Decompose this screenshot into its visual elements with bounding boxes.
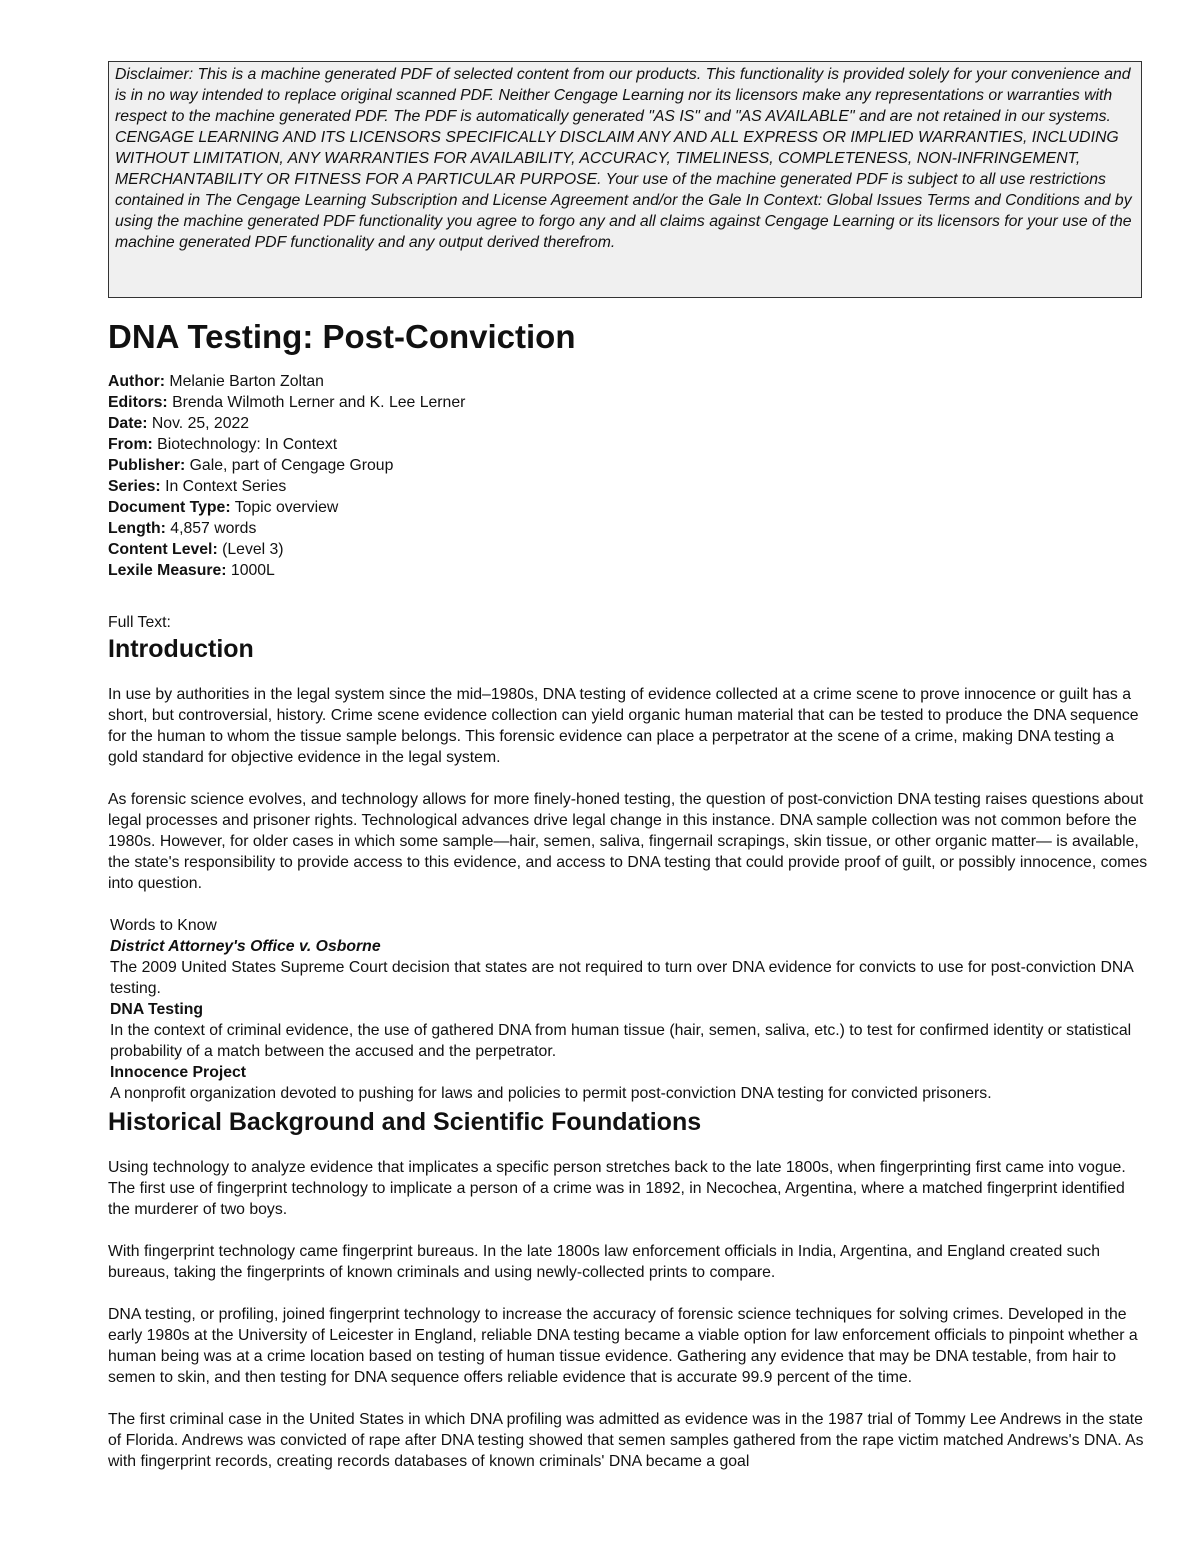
meta-series: Series: In Context Series [108, 478, 287, 495]
paragraph: Using technology to analyze evidence that implicates a specific person stretches back to the late 1800s, when fingerprinting first came into vogue. The first use of fingerprint technology to implicate a person of a crime was in 1892, in Necochea, Argentina, where a matched fingerprint identified the murderer of two boys. [108, 1159, 1126, 1218]
meta-editors: Editors: Brenda Wilmoth Lerner and K. Lee Lerner [108, 394, 466, 411]
metadata-block [108, 371, 1148, 581]
section-heading-introduction: Introduction [108, 635, 254, 663]
meta-content-level: Content Level: (Level 3) [108, 541, 284, 558]
meta-from: From: Biotechnology: In Context [108, 436, 338, 453]
meta-publisher: Publisher: Gale, part of Cengage Group [108, 457, 394, 474]
term-definition: In the context of criminal evidence, the use of gathered DNA from human tissue (hair, semen, saliva, etc.) to test for confirmed identity or statistical probability of a match between the accused and the perpetrator. [110, 1022, 1132, 1060]
paragraph: DNA testing, or profiling, joined fingerprint technology to increase the accuracy of forensic science techniques for solving crimes. Developed in the early 1980s at the University of Leicester in England, reliable DNA testing became a viable option for law enforcement officials to pinpoint whether a human being was at a crime location based on testing of human tissue evidence. Gathering any evidence that may be DNA testable, from hair to semen to skin, and then testing for DNA sequence offers reliable evidence that is accurate 99.9 percent of the time. [108, 1306, 1138, 1386]
words-to-know-heading: Words to Know [110, 917, 217, 934]
disclaimer-text: Disclaimer: This is a machine generated PDF of selected content from our products. This functionality is provided solely for your convenience and is in no way intended to replace original scanned PDF. Neither Cengage Learning nor its licensors make any representations or warranties with respect to the machine generated PDF. The PDF is automatically generated "AS IS" and "AS AVAILABLE" and are not retained in our systems. CENGAGE LEARNING AND ITS LICENSORS SPECIFICALLY DISCLAIM ANY AND ALL EXPRESS OR IMPLIED WARRANTIES, INCLUDING WITHOUT LIMITATION, ANY WARRANTIES FOR AVAILABILITY, ACCURACY, TIMELINESS, COMPLETENESS, NON-INFRINGEMENT, MERCHANTABILITY OR FITNESS FOR A PARTICULAR PURPOSE. Your use of the machine generated PDF is subject to all use restrictions contained in The Cengage Learning Subscription and License Agreement and/or the Gale In Context: Global Issues Terms and Conditions and by using the machine generated PDF functionality you agree to forgo any and all claims against Cengage Learning or its licensors for your use of the machine generated PDF functionality and any output derived therefrom. [115, 66, 1132, 251]
term: Innocence Project [110, 1064, 247, 1081]
term: District Attorney's Office v. Osborne [110, 938, 381, 955]
full-text-label: Full Text: [108, 614, 171, 631]
term-definition: The 2009 United States Supreme Court decision that states are not required to turn over DNA evidence for convicts to use for post-conviction DNA testing. [110, 959, 1133, 997]
paragraph: In use by authorities in the legal system since the mid–1980s, DNA testing of evidence collected at a crime scene to prove innocence or guilt has a short, but controversial, history. Crime scene evidence collection can yield organic human material that can be tested to produce the DNA sequence for the human to whom the tissue sample belongs. This forensic evidence can place a perpetrator at the scene of a crime, making DNA testing a gold standard for objective evidence in the legal system. [108, 686, 1139, 766]
term-definition: A nonprofit organization devoted to pushing for laws and policies to permit post-conviction DNA testing for convicted prisoners. [110, 1085, 992, 1102]
meta-length: Length: 4,857 words [108, 520, 257, 537]
paragraph: The first criminal case in the United States in which DNA profiling was admitted as evidence was in the 1987 trial of Tommy Lee Andrews in the state of Florida. Andrews was convicted of rape after DNA testing showed that semen samples gathered from the rape victim matched Andrews's DNA. As with fingerprint records, creating records databases of known criminals' DNA became a goal [108, 1411, 1144, 1470]
words-to-know-box [108, 915, 1148, 1104]
disclaimer-box [108, 61, 1142, 298]
term: DNA Testing [110, 1001, 204, 1018]
document-title: DNA Testing: Post-Conviction [108, 318, 576, 355]
meta-document-type: Document Type: Topic overview [108, 499, 339, 516]
section-heading-historical-background: Historical Background and Scientific Foundations [108, 1108, 702, 1136]
paragraph: With fingerprint technology came fingerprint bureaus. In the late 1800s law enforcement officials in India, Argentina, and England created such bureaus, taking the fingerprints of known criminals and using newly-collected prints to compare. [108, 1243, 1100, 1281]
document-page [108, 61, 1148, 1472]
paragraph: As forensic science evolves, and technology allows for more finely-honed testing, the question of post-conviction DNA testing raises questions about legal processes and prisoner rights. Technological advances drive legal change in this instance. DNA sample collection was not common before the 1980s. However, for older cases in which some sample—hair, semen, saliva, fingernail scrapings, skin tissue, or other organic matter— is available, the state's responsibility to provide access to this evidence, and access to DNA testing that could provide proof of guilt, or possibly innocence, comes into question. [108, 791, 1148, 892]
meta-date: Date: Nov. 25, 2022 [108, 415, 250, 432]
meta-author: Author: Melanie Barton Zoltan [108, 373, 324, 390]
meta-lexile-measure: Lexile Measure: 1000L [108, 562, 275, 579]
